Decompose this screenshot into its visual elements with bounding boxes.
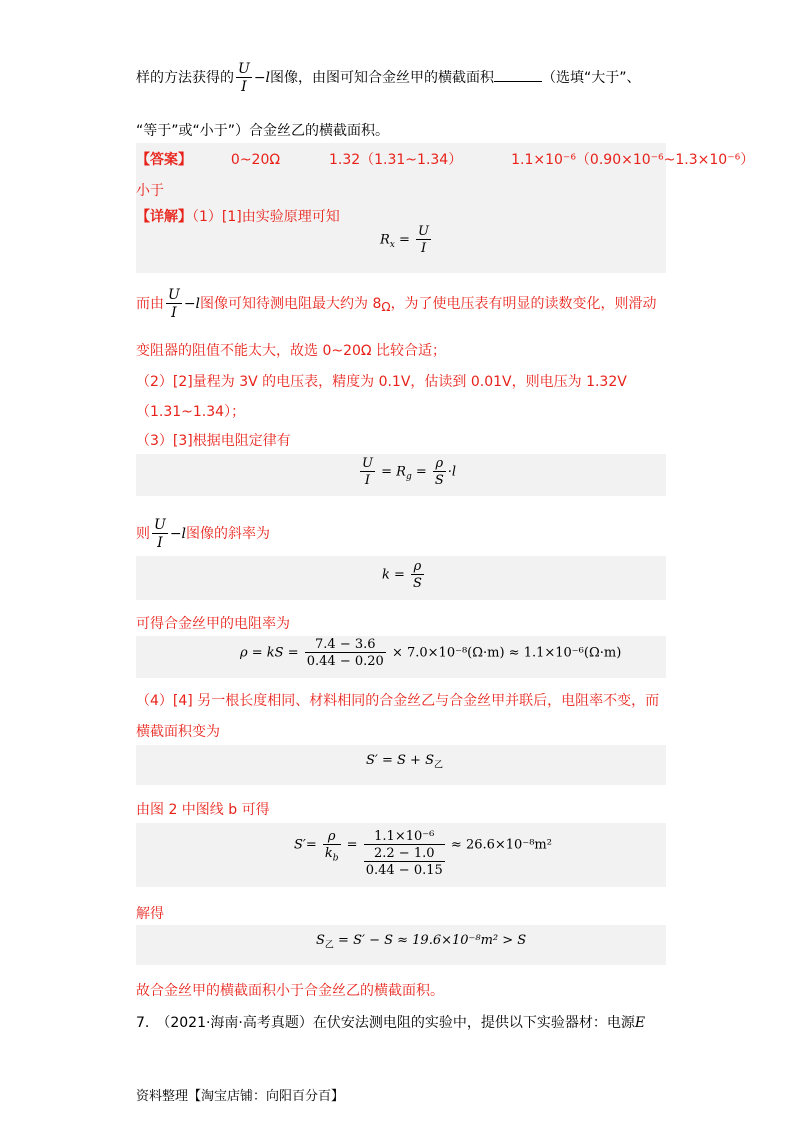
detail-p7: 则 $\frac{U}{I}$ −l图像的斜率为 bbox=[136, 517, 271, 551]
u-over-i-fraction: $\frac{U}{I}$ bbox=[238, 61, 250, 95]
detail-p4: （2）[2]量程为 3V 的电压表，精度为 0.1V，估读到 0.01V，则电压为 1.32V bbox=[136, 374, 627, 390]
page-footer: 资料整理【淘宝店铺：向阳百分百】 bbox=[136, 1089, 345, 1104]
detail-p10: 横截面积变为 bbox=[136, 724, 220, 740]
detail-p8: 可得合金丝甲的电阻率为 bbox=[136, 616, 290, 632]
detail-p5: （1.31~1.34）； bbox=[136, 404, 246, 420]
intro-line-2: “等于”或“小于”）合金丝乙的横截面积。 bbox=[136, 123, 390, 139]
equation-7: $S_乙 = S' - S \approx 19.6\times 10^{-8}m^2 > S$ bbox=[316, 933, 527, 951]
detail-p12: 解得 bbox=[136, 906, 164, 922]
equation-5: $S' = S + S_乙$ bbox=[366, 753, 443, 771]
detail-p3: 变阻器的阻值不能太大，故选 0~20Ω 比较合适； bbox=[136, 343, 447, 359]
answer-line: 【答案】 0~20Ω 1.32（1.31~1.34） 1.1×10⁻⁶（0.90×10⁻⁶~1.3×10⁻⁶） bbox=[136, 152, 755, 168]
next-question: 7. （2021·海南·高考真题）在伏安法测电阻的实验中，提供以下实验器材：电源E bbox=[136, 1015, 646, 1031]
intro-line-1: 样的方法获得的 $\frac{U}{I}$ −l图像，由图可知合金丝甲的横截面积 （选填“大于”、 bbox=[136, 61, 641, 95]
answer-blank bbox=[494, 68, 542, 82]
detail-p2: 而由 $\frac{U}{I}$ −l图像可知待测电阻最大约为 8Ω，为了使电压表有明显的读数变化，则滑动 bbox=[136, 287, 657, 321]
detail-p13: 故合金丝甲的横截面积小于合金丝乙的横截面积。 bbox=[136, 983, 444, 999]
equation-1: $R_x$ = $\frac{U}{I}$ bbox=[380, 224, 430, 256]
answer-continued: 小于 bbox=[136, 183, 164, 199]
detail-p1: 【详解】（1）[1]由实验原理可知 bbox=[136, 209, 340, 225]
detail-p11: 由图 2 中图线 b 可得 bbox=[136, 802, 270, 818]
detail-p9: （4）[4] 另一根长度相同、材料相同的合金丝乙与合金丝甲并联后，电阻率不变，而 bbox=[136, 693, 660, 709]
detail-p6: （3）[3]根据电阻定律有 bbox=[136, 433, 291, 449]
equation-4: ρ = kS = $\frac{7.4 - 3.6}{0.44 - 0.20}$ × 7.0×10⁻⁸(Ω·m) ≈ 1.1×10⁻⁶(Ω·m) bbox=[240, 637, 622, 669]
equation-2: $\frac{U}{I}$ = $R_g$ = $\frac{\rho}{S}$ ·l bbox=[362, 456, 457, 488]
equation-3: k = $\frac{\rho}{S}$ bbox=[382, 559, 422, 591]
equation-6: S′= $\frac{\rho}{k_b}$ = 1.1×10⁻⁶ 2.2 − 1.0 0.44 − 0.15 ≈ 26.6×10⁻⁸m² bbox=[294, 829, 552, 878]
